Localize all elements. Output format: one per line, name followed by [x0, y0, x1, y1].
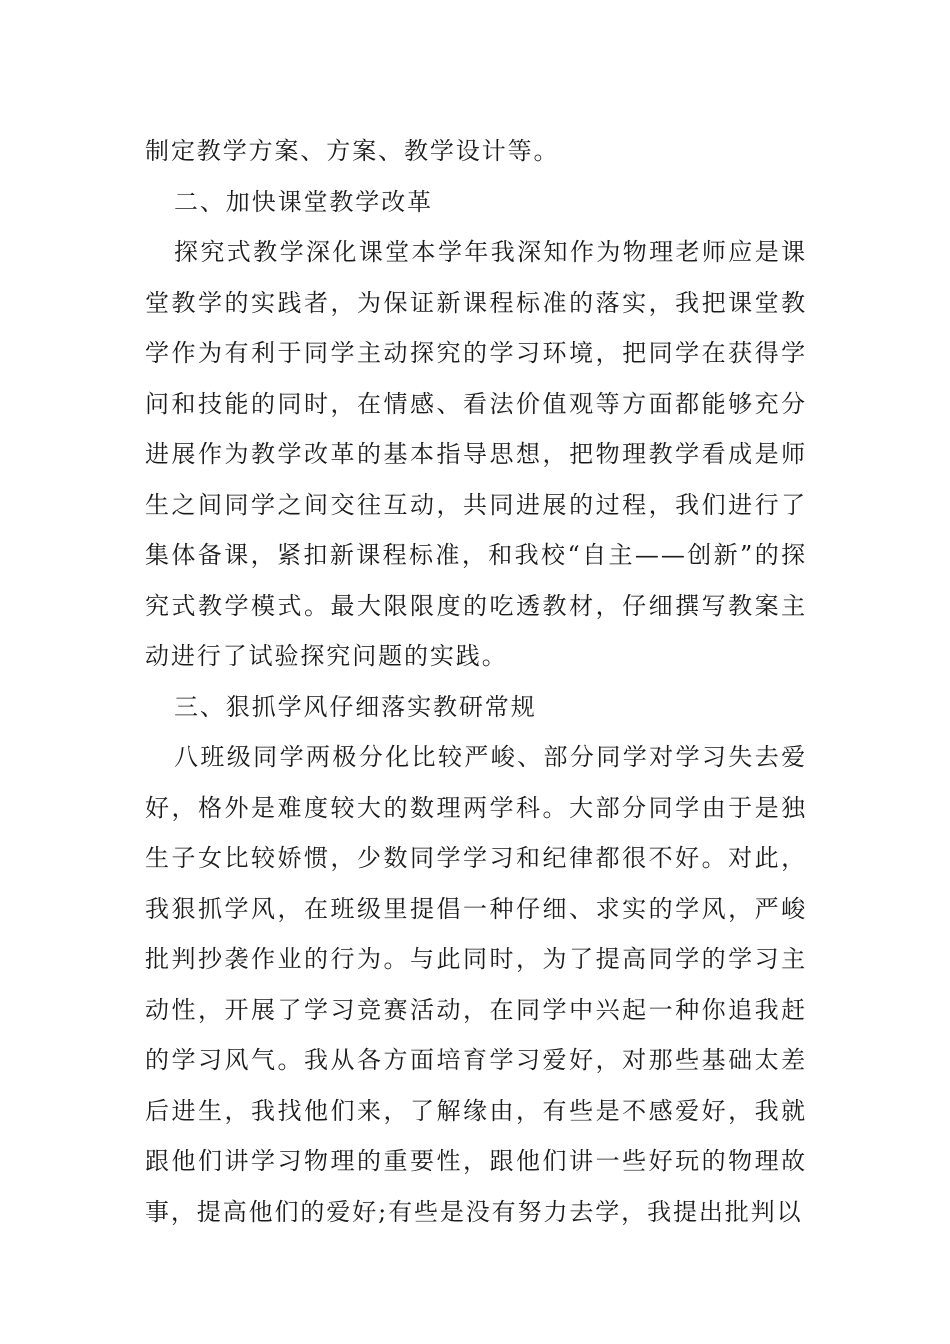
- section-heading-classroom-reform: 二、加快课堂教学改革: [174, 187, 433, 216]
- section-heading-study-style: 三、狠抓学风仔细落实教研常规: [174, 692, 537, 721]
- paragraph-study-style: 八班级同学两极分化比较严峻、部分同学对学习失去爱好，格外是难度较大的数理两学科。大部分同学由于是独生子女比较娇惯，少数同学学习和纪律都很不好。对此，我狠抓学风，在班级里提倡一种仔细、求实的学风，严峻批判抄袭作业的行为。与此同时，为了提高同学的学习主动性，开展了学习竞赛活动，在同学中兴起一种你追我赶的学习风气。我从各方面培育学习爱好，对那些基础太差后进生，我找他们来，了解缘由，有些是不感爱好，我就跟他们讲学习物理的重要性，跟他们讲一些好玩的物理故事，提高他们的爱好;有些是没有努力去学，我提出批判以: [145, 743, 807, 1226]
- paragraph-inquiry-teaching: 探究式教学深化课堂本学年我深知作为物理老师应是课堂教学的实践者，为保证新课程标准的落实，我把课堂教学作为有利于同学主动探究的学习环境，把同学在获得学问和技能的同时，在情感、看法价值观等方面都能够充分进展作为教学改革的基本指导思想，把物理教学看成是师生之间同学之间交往互动，共同进展的过程，我们进行了集体备课，紧扣新课程标准，和我校“自主——创新”的探究式教学模式。最大限限度的吃透教材，仔细撰写教案主动进行了试验探究问题的实践。: [145, 238, 807, 670]
- paragraph-intro-continuation: 制定教学方案、方案、教学设计等。: [145, 137, 560, 165]
- document-body: [145, 126, 807, 1237]
